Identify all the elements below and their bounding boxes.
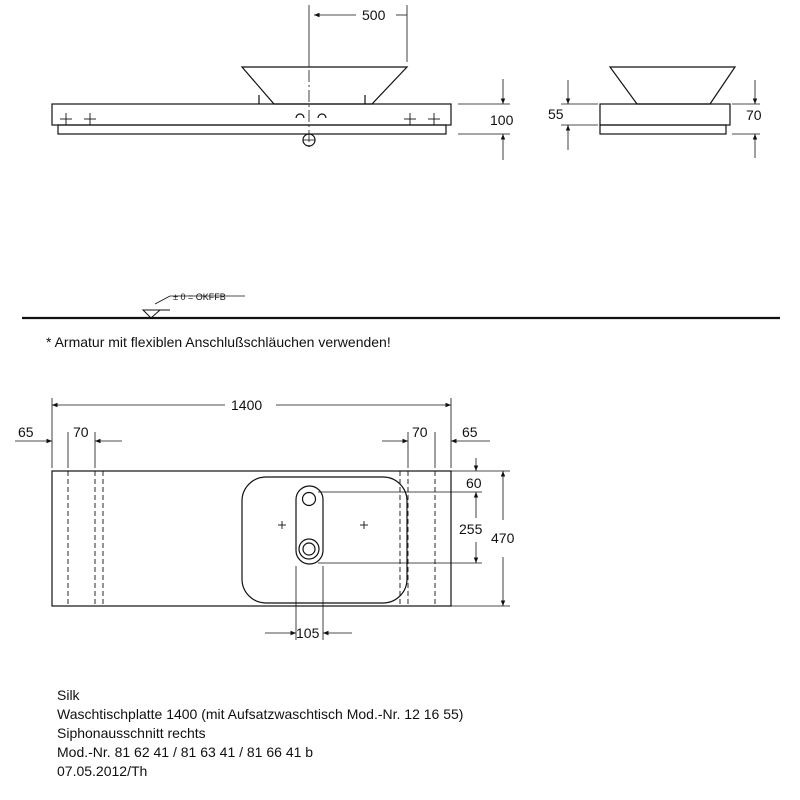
dim-side-outer: 70 <box>746 107 762 123</box>
dim-left-edge: 65 <box>18 424 34 440</box>
caption-line-date: 07.05.2012/Th <box>57 763 148 779</box>
product-caption <box>57 686 463 781</box>
plan-view <box>15 398 510 640</box>
installation-note: * Armatur mit flexiblen Anschlußschläuchen verwenden! <box>46 334 391 350</box>
countertop-side <box>600 104 730 125</box>
dim-right-edge: 65 <box>462 424 478 440</box>
dim-total-height: 100 <box>490 112 514 128</box>
side-elevation <box>561 67 760 158</box>
floor-reference-line <box>22 296 780 318</box>
floor-ref-label: ± 0 = OKFFB <box>173 292 226 302</box>
dim-bowl-width: 500 <box>362 7 386 23</box>
dim-total-width: 1400 <box>231 397 263 413</box>
tap-hole <box>303 493 316 506</box>
caption-line-variant: Siphonausschnitt rechts <box>57 725 206 741</box>
countertop-front <box>52 104 451 125</box>
dim-hole-offset: 60 <box>466 475 482 491</box>
countertop-plan <box>52 471 451 606</box>
vessel-basin-front <box>242 67 407 104</box>
siphon-hole <box>303 543 315 555</box>
caption-line-model-numbers: Mod.-Nr. 81 62 41 / 81 63 41 / 81 66 41 b <box>57 744 314 760</box>
dim-side-inner: 55 <box>548 106 564 122</box>
front-elevation <box>52 5 510 160</box>
countertop-bottom-trim <box>58 125 446 134</box>
dim-siphon-offset: 255 <box>459 521 483 537</box>
dim-left-inset: 70 <box>73 424 89 440</box>
basin-outline-plan <box>242 477 407 603</box>
caption-line-product: Silk <box>57 687 80 703</box>
vessel-basin-side <box>610 67 735 104</box>
dim-right-inset: 70 <box>412 424 428 440</box>
dim-depth: 470 <box>491 530 515 546</box>
caption-line-description: Waschtischplatte 1400 (mit Aufsatzwaschtisch Mod.-Nr. 12 16 55) <box>57 706 464 722</box>
dim-cutout-width: 105 <box>296 625 320 641</box>
